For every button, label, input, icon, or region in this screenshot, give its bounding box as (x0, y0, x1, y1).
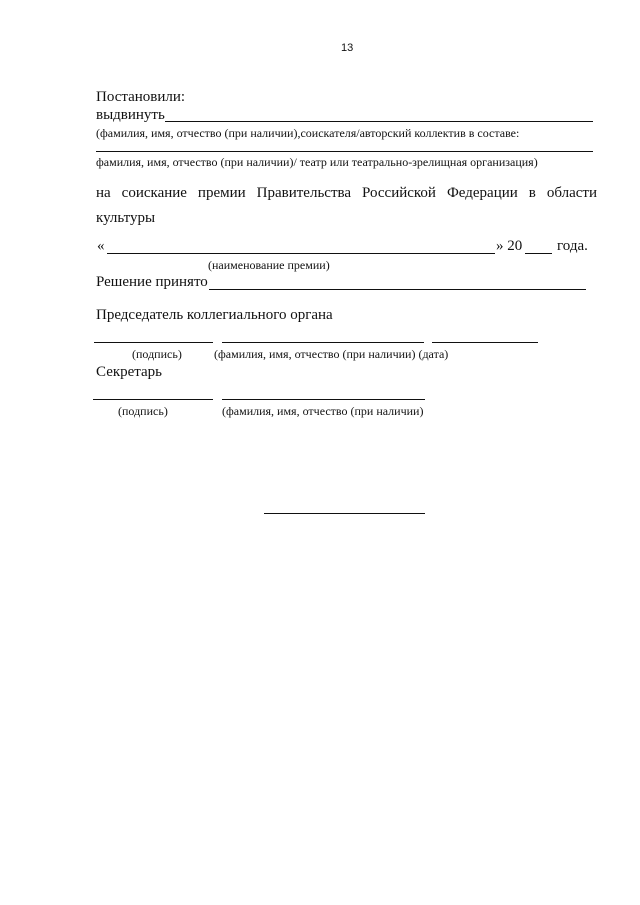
award-line-2: культуры (96, 210, 156, 226)
resolution-heading: Постановили: (96, 89, 186, 105)
hint-award-name: (наименование премии) (208, 258, 330, 272)
award-line-1: на соискание премии Правительства Российской Федерации в области (96, 185, 597, 201)
hint-fullname-date: (фамилия, имя, отчество (при наличии) (дата) (214, 347, 449, 361)
closing-divider (264, 513, 425, 514)
chairman-name-line[interactable] (222, 342, 424, 343)
quote-open: « (97, 238, 105, 254)
chairman-label: Председатель коллегиального органа (96, 307, 333, 323)
hint-theatre: фамилия, имя, отчество (при наличии)/ театр или театрально-зрелищная организация) (96, 155, 538, 169)
page-number: 13 (341, 42, 354, 54)
chairman-date-line[interactable] (432, 342, 538, 343)
hint-signature-2: (подпись) (118, 404, 168, 418)
secretary-name-line[interactable] (222, 399, 425, 400)
decision-fill-line[interactable] (209, 289, 586, 290)
hint-fullname: (фамилия, имя, отчество (при наличии) (222, 404, 424, 418)
decision-label: Решение принято (96, 274, 208, 290)
award-name-fill-line[interactable] (107, 253, 495, 254)
chairman-signature-line[interactable] (94, 342, 213, 343)
year-suffix: года. (557, 238, 588, 254)
collective-fill-line[interactable] (96, 151, 593, 152)
quote-close: » 20 (496, 238, 523, 254)
hint-candidate: (фамилия, имя, отчество (при наличии),соискателя/авторский коллектив в составе: (96, 126, 520, 140)
secretary-signature-line[interactable] (93, 399, 213, 400)
year-fill-line[interactable] (525, 253, 552, 254)
nominee-fill-line[interactable] (165, 121, 593, 122)
hint-signature: (подпись) (132, 347, 182, 361)
secretary-label: Секретарь (96, 364, 163, 380)
nominate-label: выдвинуть (96, 107, 165, 123)
